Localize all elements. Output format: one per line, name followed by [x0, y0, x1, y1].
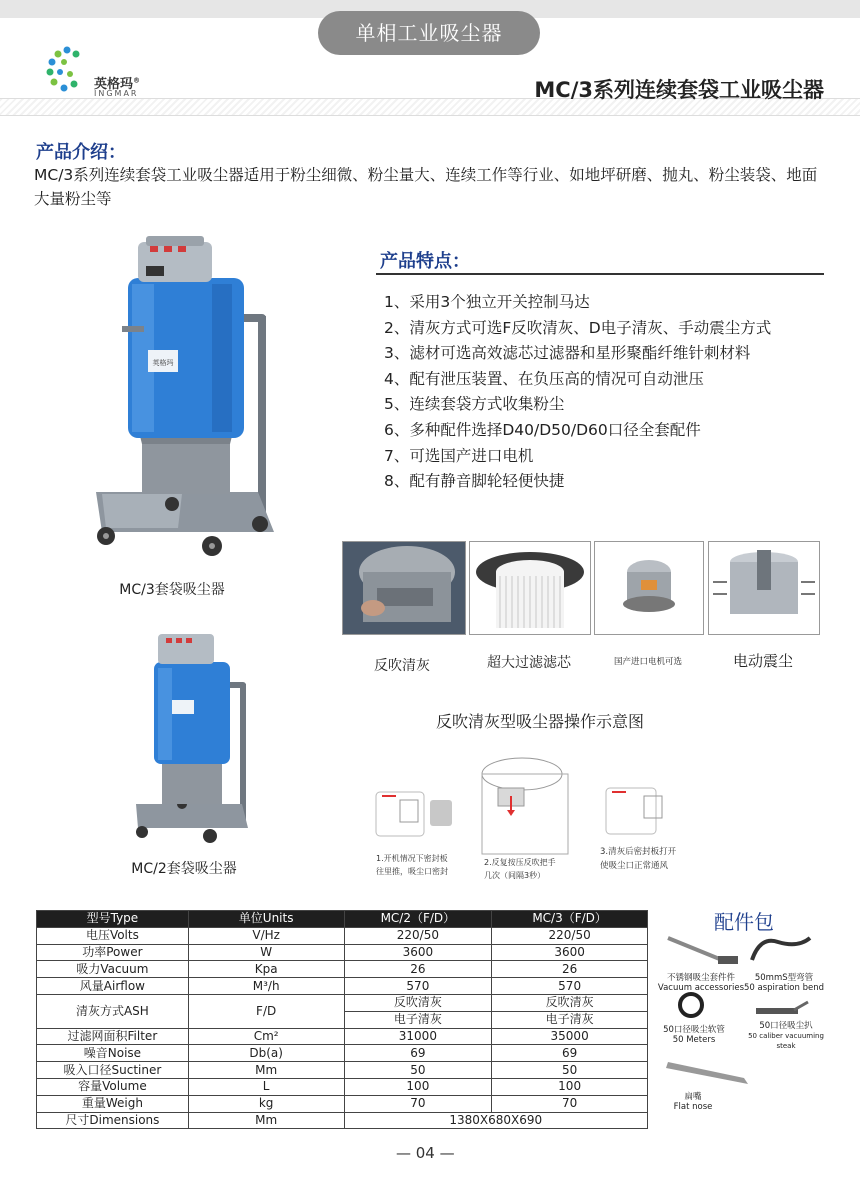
accessory-label-brush: 50口径吸尘扒 50 caliber vacuuming steak [748, 1021, 824, 1050]
hose-icon [676, 990, 706, 1020]
page-title: MC/3系列连续套袋工业吸尘器 [534, 78, 824, 102]
header-mc3: MC/3（F/D） [492, 911, 648, 928]
table-row: 尺寸Dimensions Mm 1380X680X690 [37, 1112, 648, 1129]
flat-nose-icon [664, 1056, 754, 1086]
header-type: 型号Type [37, 911, 189, 928]
table-row: 重量Weigh kg 70 70 [37, 1095, 648, 1112]
vacuum-kit-icon [662, 930, 742, 970]
s-bend-icon [748, 930, 814, 966]
table-row: 过滤网面积Filter Cm² 31000 35000 [37, 1028, 648, 1045]
svg-text:英格玛: 英格玛 [152, 359, 174, 367]
floor-brush-icon [754, 998, 810, 1018]
thumb-caption-shaker: 电动震尘 [732, 652, 793, 670]
thumb-caption-filter: 超大过滤滤芯 [487, 655, 571, 671]
feature-item: 2、清灰方式可选F反吹清灰、D电子清灰、手动震尘方式 [384, 318, 772, 337]
table-row: 噪音Noise Db(a) 69 69 [37, 1045, 648, 1062]
operation-diagram [372, 752, 682, 856]
logo-english-name: INGMAR [94, 89, 139, 98]
table-row: 风量Airflow M³/h 570 570 [37, 978, 648, 995]
table-row: 电压Volts V/Hz 220/50 220/50 [37, 927, 648, 944]
thumb-filter [469, 541, 591, 635]
diagram-step-3: 3.清灰后密封板打开 使吸尘口正常通风 [600, 847, 677, 871]
features-heading: 产品特点： [380, 251, 470, 272]
diagram-title: 反吹清灰型吸尘器操作示意图 [435, 712, 644, 731]
table-row: 电子清灰 电子清灰 [37, 1011, 648, 1028]
mc2-caption: MC/2套袋吸尘器 [131, 861, 237, 877]
thumb-caption-motor: 国产进口电机可选 [613, 657, 682, 667]
header-units: 单位Units [188, 911, 344, 928]
table-row: 清灰方式ASH F/D 反吹清灰 反吹清灰 [37, 994, 648, 1011]
accessory-label-hose: 50口径吸尘软管 50 Meters [663, 1025, 725, 1045]
accessory-label-kit: 不锈钢吸尘套件件 Vacuum accessories [657, 973, 745, 993]
features-list [384, 290, 844, 495]
page-number: — 04 — [396, 1144, 455, 1162]
logo-chinese-name: 英格玛® [94, 76, 141, 92]
table-header-row [37, 911, 648, 928]
feature-item: 5、连续套袋方式收集粉尘 [384, 395, 565, 414]
accessory-label-flat-nose: 扁嘴 Flat nose [673, 1092, 713, 1112]
mc3-machine-image [82, 232, 282, 562]
diagram-step-2: 2.反复按压反吹把手 几次（间隔3秒） [484, 858, 556, 880]
header-mc2: MC/2（F/D） [344, 911, 492, 928]
table-row: 吸入口径Suctiner Mm 50 50 [37, 1062, 648, 1079]
features-divider [376, 273, 824, 275]
feature-item: 8、配有静音脚轮轻便快捷 [384, 472, 565, 491]
table-row: 吸力Vacuum Kpa 26 26 [37, 961, 648, 978]
accessory-label-bend: 50mmS型弯管 50 aspiration bend [744, 973, 825, 993]
mc2-machine-image [132, 628, 252, 844]
intro-text: MC/3系列连续套袋工业吸尘器适用于粉尘细微、粉尘量大、连续工作等行业、如地坪研磨、抛丸、粉尘装袋、地面大量粉尘等 [34, 166, 818, 208]
category-tab: 单相工业吸尘器 [318, 11, 540, 55]
spec-table [36, 910, 648, 1129]
logo-dots-icon [47, 47, 80, 92]
thumb-back-blow [342, 541, 466, 635]
thumb-shaker [708, 541, 820, 635]
feature-item: 4、配有泄压装置、在负压高的情况可自动泄压 [384, 369, 704, 388]
thumb-caption-back-blow: 反吹清灰 [374, 658, 430, 674]
diagram-step-1: 1.开机情况下密封板 往里推，吸尘口密封 [376, 854, 448, 876]
table-row: 功率Power W 3600 3600 [37, 944, 648, 961]
feature-item: 7、可选国产进口电机 [384, 446, 534, 465]
accessories-title: 配件包 [714, 910, 774, 934]
intro-heading: 产品介绍： [36, 142, 126, 163]
feature-item: 3、滤材可选高效滤芯过滤器和星形聚酯纤维针刺材料 [384, 344, 751, 363]
feature-item: 6、多种配件选择D40/D50/D60口径全套配件 [384, 420, 701, 439]
thumb-motor [594, 541, 704, 635]
table-row: 容量Volume L 100 100 [37, 1078, 648, 1095]
mc3-caption: MC/3套袋吸尘器 [119, 582, 225, 598]
feature-item: 1、采用3个独立开关控制马达 [384, 293, 590, 311]
